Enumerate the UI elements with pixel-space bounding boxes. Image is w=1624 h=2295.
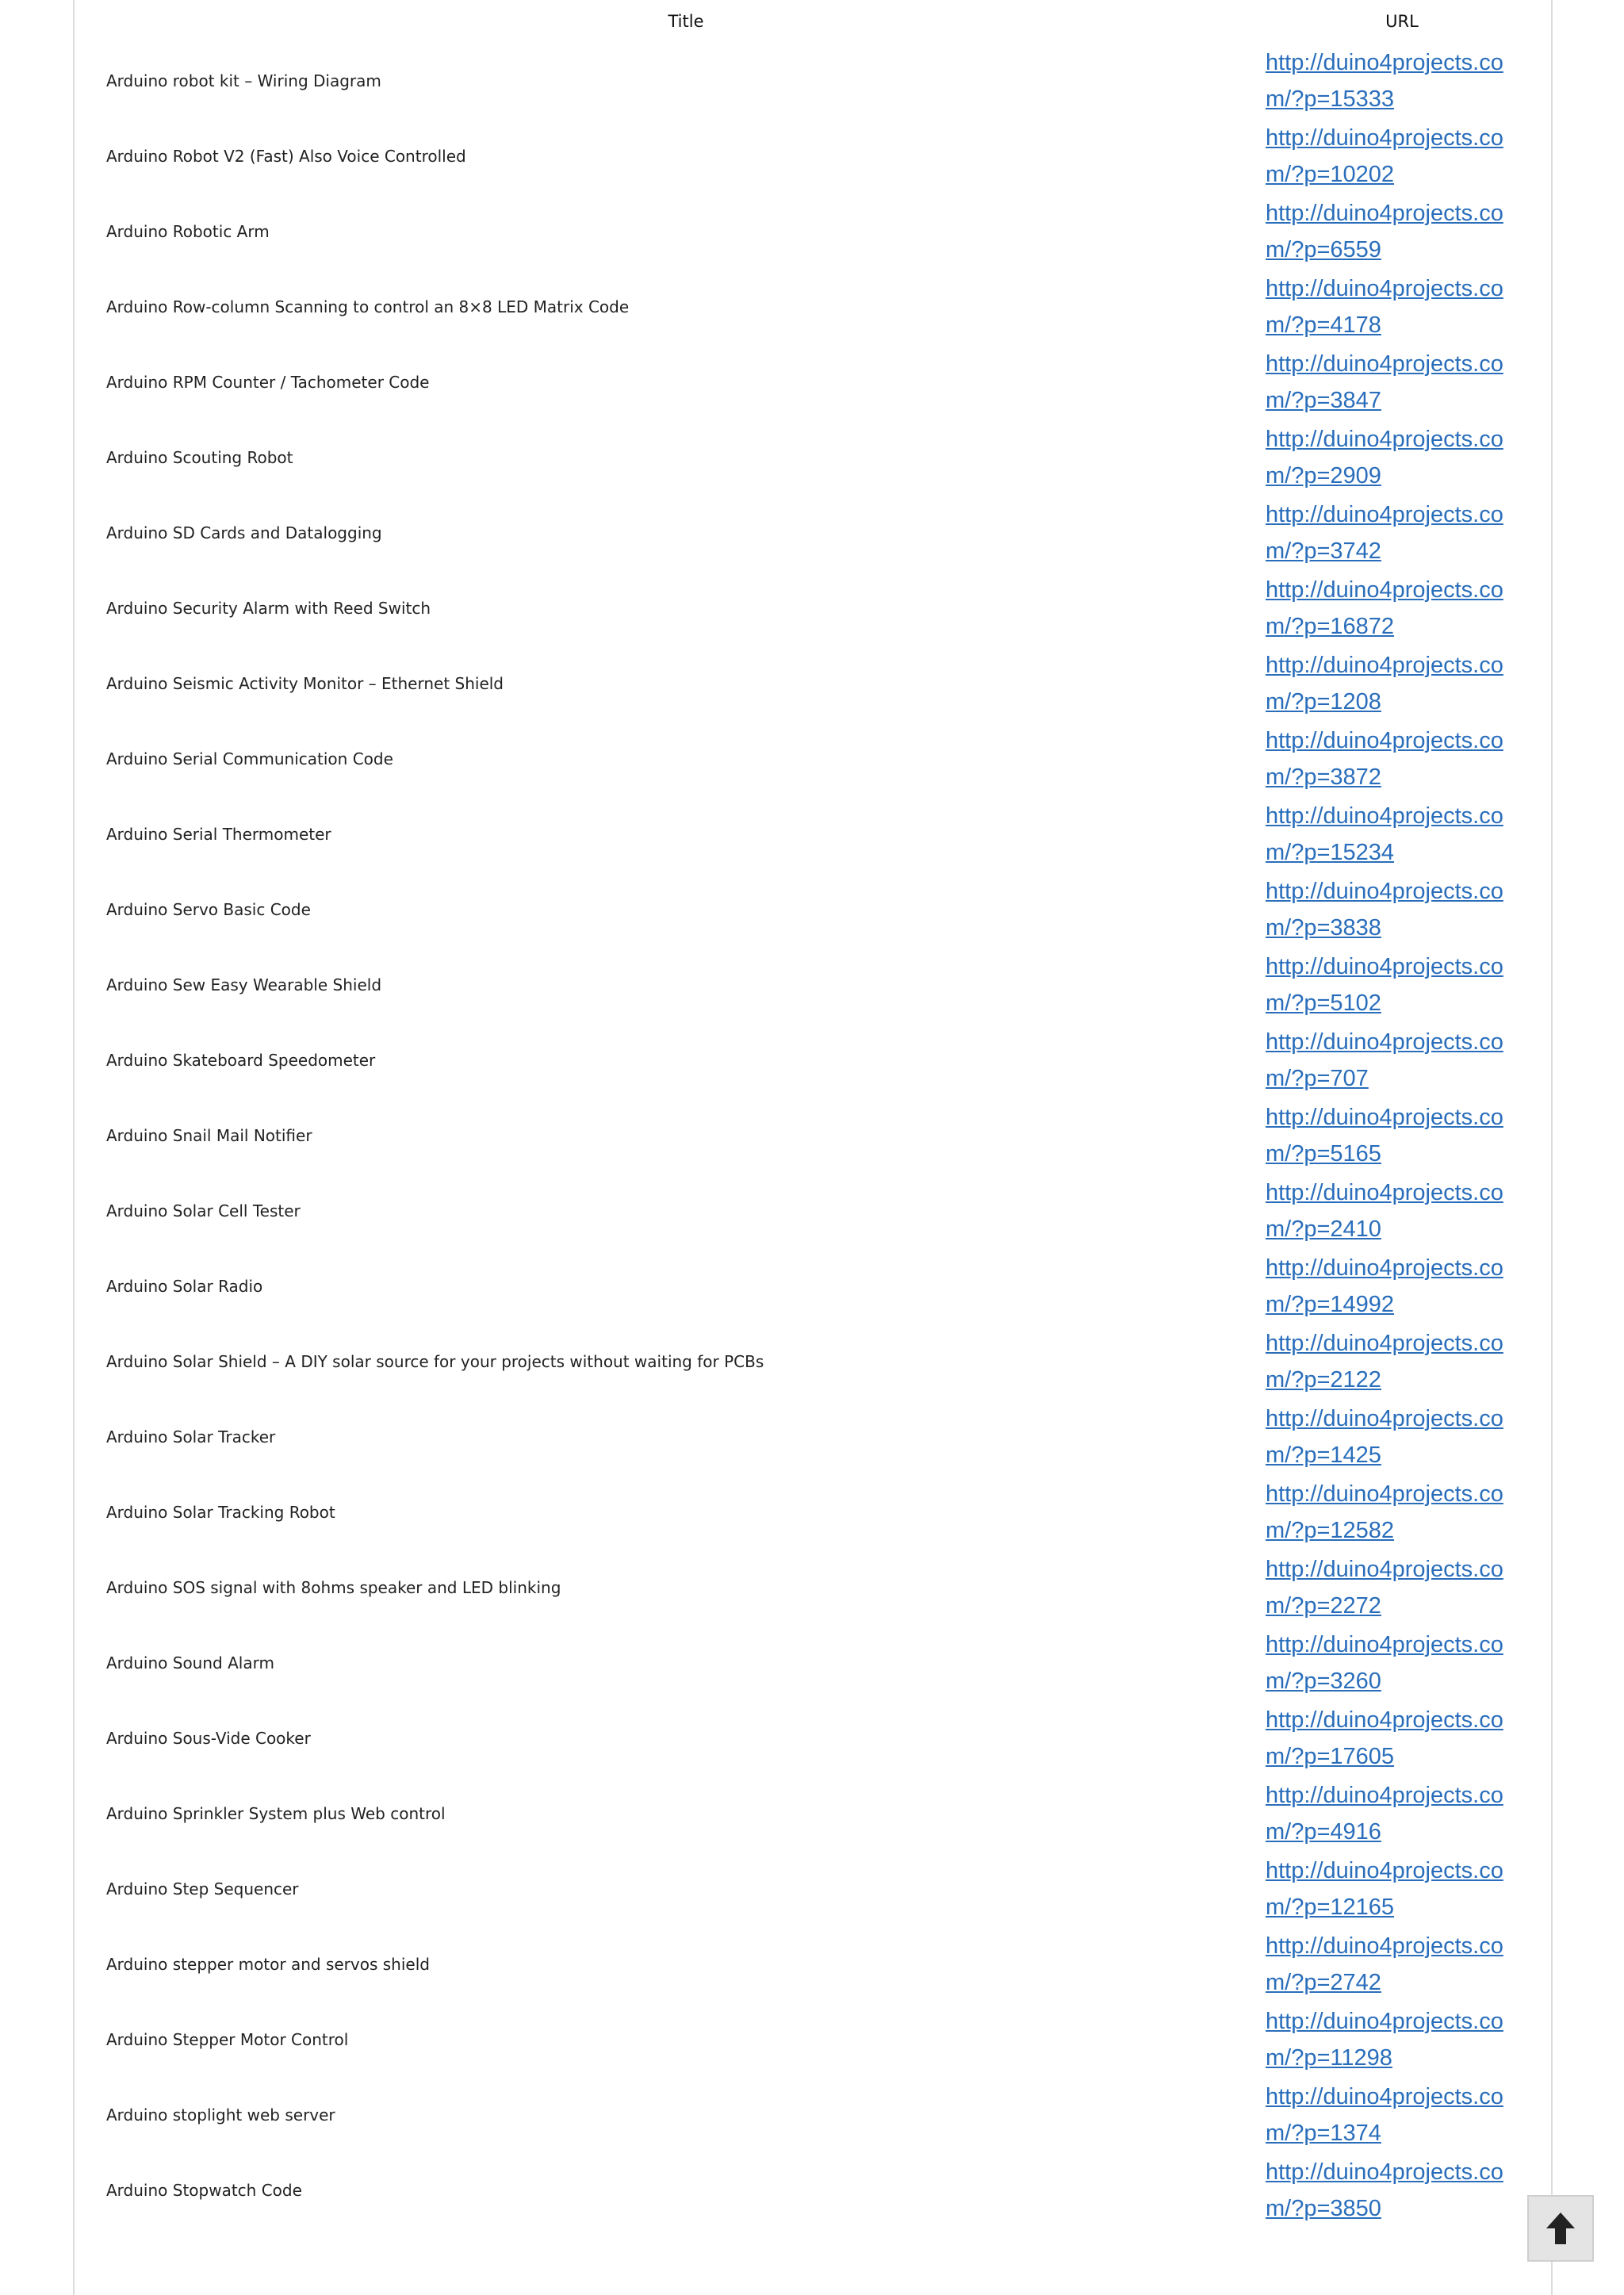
project-url-cell: [1266, 2152, 1538, 2228]
table-row: [106, 872, 1538, 947]
project-url-link[interactable]: http://duino4projects.com/?p=12165: [1266, 1857, 1503, 1920]
project-url-cell: [1266, 1700, 1538, 1776]
project-title: Arduino Skateboard Speedometer: [106, 1050, 376, 1070]
project-url-cell: [1266, 420, 1538, 495]
table-row: [106, 1700, 1538, 1776]
project-url-link[interactable]: http://duino4projects.com/?p=3838: [1266, 878, 1503, 941]
project-url-link[interactable]: http://duino4projects.com/?p=3742: [1266, 501, 1503, 564]
table-row: [106, 1776, 1538, 1851]
table-row: [106, 1022, 1538, 1098]
project-url-link[interactable]: http://duino4projects.com/?p=3850: [1266, 2159, 1503, 2221]
project-title: Arduino Servo Basic Code: [106, 899, 311, 919]
project-title: Arduino Serial Communication Code: [106, 749, 393, 768]
project-url-link[interactable]: http://duino4projects.com/?p=15333: [1266, 49, 1503, 112]
project-url-link[interactable]: http://duino4projects.com/?p=4916: [1266, 1782, 1503, 1845]
project-url-link[interactable]: http://duino4projects.com/?p=2122: [1266, 1330, 1503, 1393]
project-url-cell: [1266, 495, 1538, 570]
table-row: [106, 2002, 1538, 2077]
project-title: Arduino Row-column Scanning to control an 8×8 LED Matrix Code: [106, 297, 630, 316]
table-row: [106, 1474, 1538, 1550]
project-url-cell: [1266, 1926, 1538, 2002]
table-row: [106, 570, 1538, 646]
project-title: Arduino Solar Tracker: [106, 1427, 276, 1446]
project-title: Arduino Solar Radio: [106, 1276, 263, 1296]
project-url-link[interactable]: http://duino4projects.com/?p=5102: [1266, 953, 1503, 1016]
project-url-link[interactable]: http://duino4projects.com/?p=10202: [1266, 125, 1503, 187]
project-url-cell: [1266, 1776, 1538, 1851]
project-title: Arduino robot kit – Wiring Diagram: [106, 71, 381, 90]
table-row: [106, 118, 1538, 193]
project-url-link[interactable]: http://duino4projects.com/?p=5165: [1266, 1104, 1503, 1167]
table-row: [106, 947, 1538, 1022]
table-row: [106, 1625, 1538, 1700]
project-title: Arduino Sound Alarm: [106, 1653, 274, 1672]
project-title: Arduino Robotic Arm: [106, 221, 270, 241]
table-row: [106, 1173, 1538, 1248]
project-url-cell: [1266, 1474, 1538, 1550]
project-url-cell: [1266, 43, 1538, 118]
table-row: [106, 1550, 1538, 1625]
table-row: [106, 1926, 1538, 2002]
project-title: Arduino Scouting Robot: [106, 447, 293, 467]
project-title: Arduino Security Alarm with Reed Switch: [106, 598, 431, 618]
project-url-link[interactable]: http://duino4projects.com/?p=3872: [1266, 727, 1503, 790]
back-to-top-button[interactable]: [1527, 2195, 1594, 2262]
project-url-cell: [1266, 570, 1538, 646]
project-url-cell: [1266, 1098, 1538, 1173]
project-url-cell: [1266, 1550, 1538, 1625]
project-url-cell: [1266, 1022, 1538, 1098]
project-url-link[interactable]: http://duino4projects.com/?p=3847: [1266, 351, 1503, 413]
project-url-link[interactable]: http://duino4projects.com/?p=2272: [1266, 1556, 1503, 1619]
project-title: Arduino Seismic Activity Monitor – Ethernet Shield: [106, 673, 504, 693]
project-url-cell: [1266, 947, 1538, 1022]
project-url-cell: [1266, 2077, 1538, 2152]
table-row: [106, 721, 1538, 796]
project-url-cell: [1266, 2002, 1538, 2077]
project-url-cell: [1266, 872, 1538, 947]
table-row: [106, 269, 1538, 344]
project-url-link[interactable]: http://duino4projects.com/?p=2410: [1266, 1179, 1503, 1242]
table-row: [106, 2152, 1538, 2228]
project-title: Arduino Robot V2 (Fast) Also Voice Controlled: [106, 146, 466, 166]
project-title: Arduino SD Cards and Datalogging: [106, 523, 382, 542]
project-title: Arduino Solar Tracking Robot: [106, 1502, 335, 1522]
project-url-link[interactable]: http://duino4projects.com/?p=4178: [1266, 275, 1503, 338]
table-row: [106, 1324, 1538, 1399]
project-title: Arduino Stepper Motor Control: [106, 2029, 349, 2049]
url-column-header: URL: [1385, 12, 1419, 31]
project-url-link[interactable]: http://duino4projects.com/?p=15234: [1266, 803, 1503, 865]
table-body: [106, 43, 1538, 2228]
project-url-cell: [1266, 193, 1538, 269]
table-row: [106, 344, 1538, 420]
project-url-link[interactable]: http://duino4projects.com/?p=16872: [1266, 577, 1503, 639]
project-url-link[interactable]: http://duino4projects.com/?p=1374: [1266, 2083, 1503, 2146]
project-title: Arduino Serial Thermometer: [106, 824, 331, 844]
project-title: Arduino Snail Mail Notifier: [106, 1125, 312, 1145]
project-title: Arduino Stopwatch Code: [106, 2180, 302, 2200]
project-url-link[interactable]: http://duino4projects.com/?p=17605: [1266, 1707, 1503, 1769]
project-url-link[interactable]: http://duino4projects.com/?p=14992: [1266, 1255, 1503, 1317]
project-url-link[interactable]: http://duino4projects.com/?p=3260: [1266, 1631, 1503, 1694]
project-url-cell: [1266, 1399, 1538, 1474]
project-url-link[interactable]: http://duino4projects.com/?p=1208: [1266, 652, 1503, 715]
project-url-link[interactable]: http://duino4projects.com/?p=1425: [1266, 1405, 1503, 1468]
arrow-up-icon: [1545, 2211, 1576, 2246]
table-row: [106, 43, 1538, 118]
project-url-link[interactable]: http://duino4projects.com/?p=2742: [1266, 1933, 1503, 1995]
page-container: [73, 0, 1553, 2295]
project-url-link[interactable]: http://duino4projects.com/?p=6559: [1266, 200, 1503, 262]
table-header-row: [106, 0, 1538, 43]
table-row: [106, 1399, 1538, 1474]
project-url-cell: [1266, 118, 1538, 193]
project-title: Arduino Sew Easy Wearable Shield: [106, 975, 382, 994]
table-row: [106, 495, 1538, 570]
project-title: Arduino Solar Cell Tester: [106, 1201, 301, 1220]
project-title: Arduino Step Sequencer: [106, 1879, 299, 1898]
project-url-cell: [1266, 796, 1538, 872]
project-title: Arduino SOS signal with 8ohms speaker and LED blinking: [106, 1577, 561, 1597]
project-url-cell: [1266, 344, 1538, 420]
table-row: [106, 193, 1538, 269]
project-url-link[interactable]: http://duino4projects.com/?p=707: [1266, 1029, 1503, 1091]
project-title: Arduino Sous-Vide Cooker: [106, 1728, 311, 1748]
table-row: [106, 646, 1538, 721]
project-url-link[interactable]: http://duino4projects.com/?p=11298: [1266, 2008, 1503, 2071]
project-title: Arduino stepper motor and servos shield: [106, 1954, 430, 1974]
table-row: [106, 1098, 1538, 1173]
table-row: [106, 2077, 1538, 2152]
table-row: [106, 1248, 1538, 1324]
projects-table: [106, 0, 1538, 2228]
table-row: [106, 420, 1538, 495]
title-column-header: Title: [668, 12, 704, 31]
project-title: Arduino RPM Counter / Tachometer Code: [106, 372, 430, 392]
table-row: [106, 796, 1538, 872]
project-url-cell: [1266, 1173, 1538, 1248]
project-url-cell: [1266, 1324, 1538, 1399]
project-url-cell: [1266, 721, 1538, 796]
project-title: Arduino Sprinkler System plus Web control: [106, 1803, 446, 1823]
project-url-cell: [1266, 1248, 1538, 1324]
project-title: Arduino stoplight web server: [106, 2105, 335, 2125]
project-url-link[interactable]: http://duino4projects.com/?p=12582: [1266, 1481, 1503, 1543]
project-url-cell: [1266, 646, 1538, 721]
project-title: Arduino Solar Shield – A DIY solar source for your projects without waiting for PCBs: [106, 1351, 764, 1371]
project-url-cell: [1266, 269, 1538, 344]
project-url-link[interactable]: http://duino4projects.com/?p=2909: [1266, 426, 1503, 489]
project-url-cell: [1266, 1851, 1538, 1926]
project-url-cell: [1266, 1625, 1538, 1700]
table-row: [106, 1851, 1538, 1926]
